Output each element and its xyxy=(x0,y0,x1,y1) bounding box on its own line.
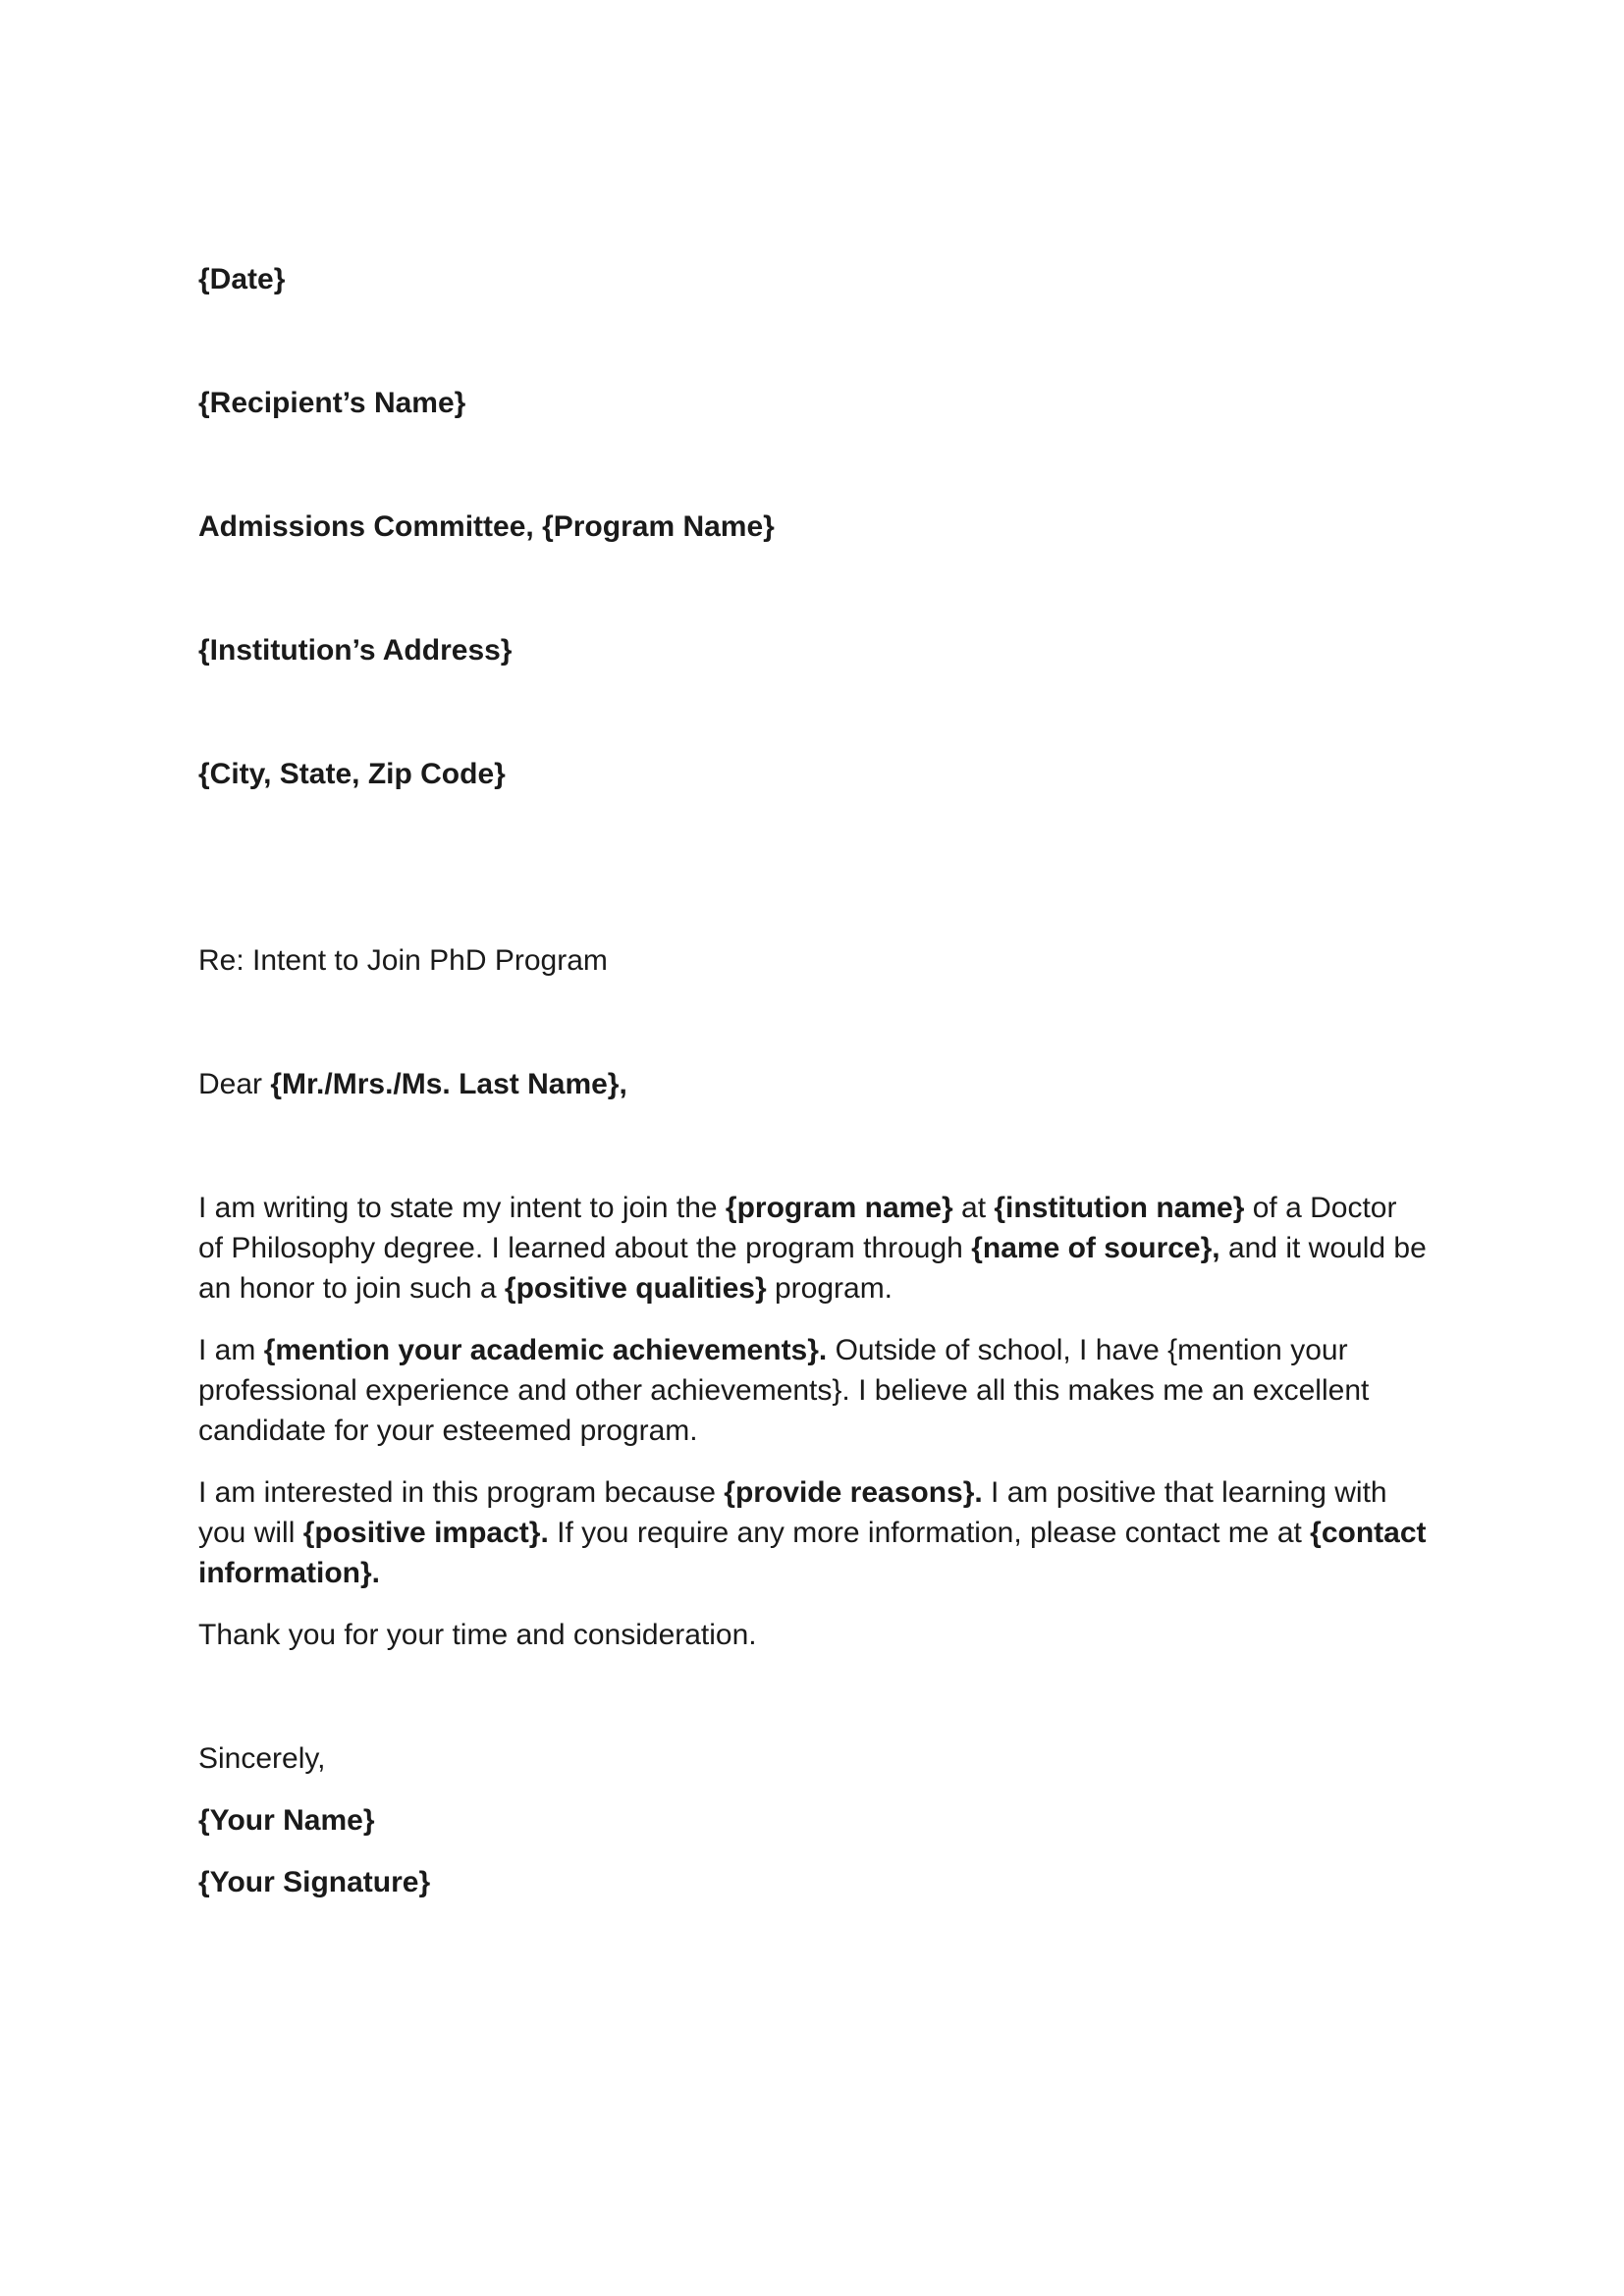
body-paragraph-achievements xyxy=(198,1330,1428,1451)
body-text: I am interested in this program because xyxy=(198,1476,725,1509)
date-line: {Date} xyxy=(198,263,286,295)
placeholder-text: {positive qualities} xyxy=(504,1272,767,1305)
subject-line: Re: Intent to Join PhD Program xyxy=(198,944,608,977)
thank-you-line: Thank you for your time and consideration. xyxy=(198,1619,757,1651)
placeholder-text: {provide reasons}. xyxy=(724,1476,983,1509)
placeholder-text: {contact information}. xyxy=(198,1517,1427,1589)
placeholder-text: {institution name} xyxy=(994,1192,1245,1224)
body-paragraph-intent xyxy=(198,1188,1428,1308)
your-signature-line: {Your Signature} xyxy=(198,1866,431,1898)
body-text: and it would be an honor to join such a xyxy=(198,1232,1427,1305)
body-text: at xyxy=(952,1192,995,1224)
institution-address-line: {Institution’s Address} xyxy=(198,634,513,667)
placeholder-text: {program name} xyxy=(725,1192,953,1224)
body-paragraph-reasons xyxy=(198,1472,1428,1593)
body-text: I am positive that learning with you will xyxy=(198,1476,1387,1549)
closing-line: Sincerely, xyxy=(198,1742,326,1775)
body-text: Outside of school, I have {mention your professional experience and other achievements}. I believe all this makes me an excellent candidate for your esteemed program. xyxy=(198,1334,1370,1447)
body-text: I am writing to state my intent to join the xyxy=(198,1192,726,1224)
body-text: I am xyxy=(198,1334,264,1366)
recipient-name-line: {Recipient’s Name} xyxy=(198,387,466,419)
salutation-line xyxy=(198,1064,1428,1104)
admissions-committee-line: Admissions Committee, {Program Name} xyxy=(198,510,775,543)
body-text: Dear xyxy=(198,1068,271,1100)
body-text: program. xyxy=(766,1272,893,1305)
placeholder-text: {mention your academic achievements}. xyxy=(263,1334,828,1366)
placeholder-text: {Mr./Mrs./Ms. Last Name}, xyxy=(270,1068,627,1100)
your-name-line: {Your Name} xyxy=(198,1804,375,1837)
placeholder-text: {name of source}, xyxy=(971,1232,1220,1264)
city-state-zip-line: {City, State, Zip Code} xyxy=(198,758,506,790)
body-text: of a Doctor of Philosophy degree. I learned about the program through xyxy=(198,1192,1397,1264)
body-text: If you require any more information, please contact me at xyxy=(548,1517,1311,1549)
placeholder-text: {positive impact}. xyxy=(302,1517,549,1549)
